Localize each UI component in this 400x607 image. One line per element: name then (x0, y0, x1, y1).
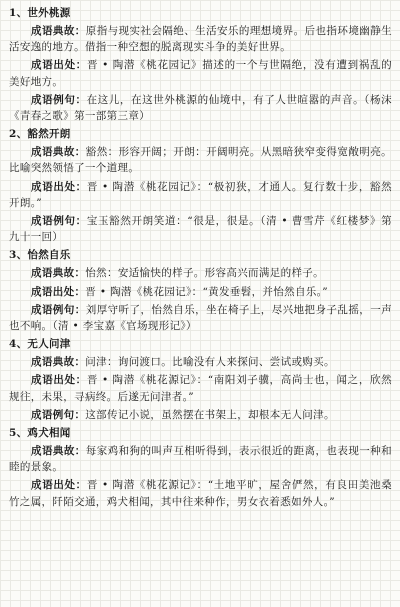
idiom-section (9, 5, 392, 124)
para-label: 成语出处： (31, 374, 87, 387)
idiom-source (9, 179, 392, 211)
para-label: 成语例句： (31, 408, 86, 421)
para-text: 豁然：形容开阔；开朗：开阔明亮。从黑暗狭窄变得宽敞明亮。比喻突然领悟了一个道理。 (9, 146, 392, 175)
para-text: 这部传记小说，虽然摆在书架上，却根本无人问津。 (85, 408, 335, 421)
idiom-origin (9, 23, 392, 55)
idiom-origin (9, 144, 392, 176)
para-label: 成语例句： (31, 93, 87, 106)
para-label: 成语例句： (31, 215, 87, 228)
idiom-example (9, 302, 392, 334)
para-text: 原指与现实社会隔绝、生活安乐的理想境界。后也指环境幽静生活安逸的地方。借指一种空想的脱离现实斗争的美好世界。 (9, 25, 392, 54)
para-label: 成语典故： (31, 25, 86, 37)
para-text: 晋 • 陶潜《桃花园记》：“黄发垂髫，并怡然自乐。” (85, 285, 329, 298)
idiom-example (9, 213, 392, 245)
idiom-section (9, 425, 392, 510)
idiom-source (9, 284, 392, 300)
idiom-title: 2、豁然开朗 (9, 128, 71, 141)
idiom-section (9, 126, 392, 245)
para-text: 怡然：安适愉快的样子。形容高兴而满足的样子。 (85, 267, 324, 280)
para-text: 宝玉豁然开朗笑道：“很是，很是。（清 • 曹雪芹《红楼梦》第九十一回） (9, 215, 392, 244)
idiom-origin (9, 443, 392, 475)
idiom-origin (9, 354, 392, 370)
para-label: 成语出处： (31, 479, 87, 492)
para-text: 在这儿，在这世外桃源的仙境中，有了人世暄嚣的声音。（杨沫《青春之歌》第一部第三章） (9, 93, 392, 123)
para-label: 成语出处： (31, 285, 86, 298)
para-label: 成语典故： (31, 445, 86, 458)
idiom-title: 4、无人问津 (9, 338, 71, 351)
para-text: 晋 • 陶潜《桃花园记》：“极初狭，才通人。复行数十步，豁然开朗。” (9, 180, 392, 209)
para-text: 晋 • 陶潜《桃花源记》：“南阳刘子骥，高尚士也，闻之，欣然规往，未果，寻病终。后遂无问津者。” (9, 374, 392, 403)
idiom-section (9, 247, 392, 334)
idiom-title: 5、鸡犬相闻 (9, 427, 71, 440)
idiom-title: 1、世外桃源 (9, 7, 71, 19)
para-label: 成语典故： (31, 356, 86, 369)
para-text: 刘厚守听了，怡然自乐，坐在椅子上，尽兴地把身子乱摇，一声也不响。（清 • 李宝嘉《官场现形记》） (9, 303, 392, 333)
idiom-example (9, 407, 392, 423)
idiom-source (9, 477, 392, 509)
para-text: 晋 • 陶潜《桃花园记》描述的一个与世隔绝，没有遭到祸乱的美好地方。 (9, 59, 392, 88)
para-label: 成语典故： (31, 267, 86, 280)
idiom-source (9, 57, 392, 89)
idiom-origin (9, 265, 392, 281)
para-text: 每家鸡和狗的叫声互相听得到，表示很近的距离，也表现一种和睦的景象。 (9, 445, 392, 474)
idiom-section (9, 336, 392, 423)
para-label: 成语出处： (31, 59, 87, 72)
idiom-title: 3、怡然自乐 (9, 249, 71, 262)
idiom-example (9, 92, 392, 124)
para-label: 成语例句： (31, 303, 86, 316)
para-label: 成语典故： (31, 146, 86, 159)
para-label: 成语出处： (31, 180, 87, 193)
para-text: 问津：询问渡口。比喻没有人来探问、尝试或购买。 (85, 356, 335, 369)
para-text: 晋 • 陶潜《桃花源记》：“土地平旷，屋舍俨然，有良田美池桑竹之属，阡陌交通，鸡犬相闻，其中往来种作，男女衣着悉如外人。” (9, 479, 392, 508)
idiom-source (9, 372, 392, 404)
